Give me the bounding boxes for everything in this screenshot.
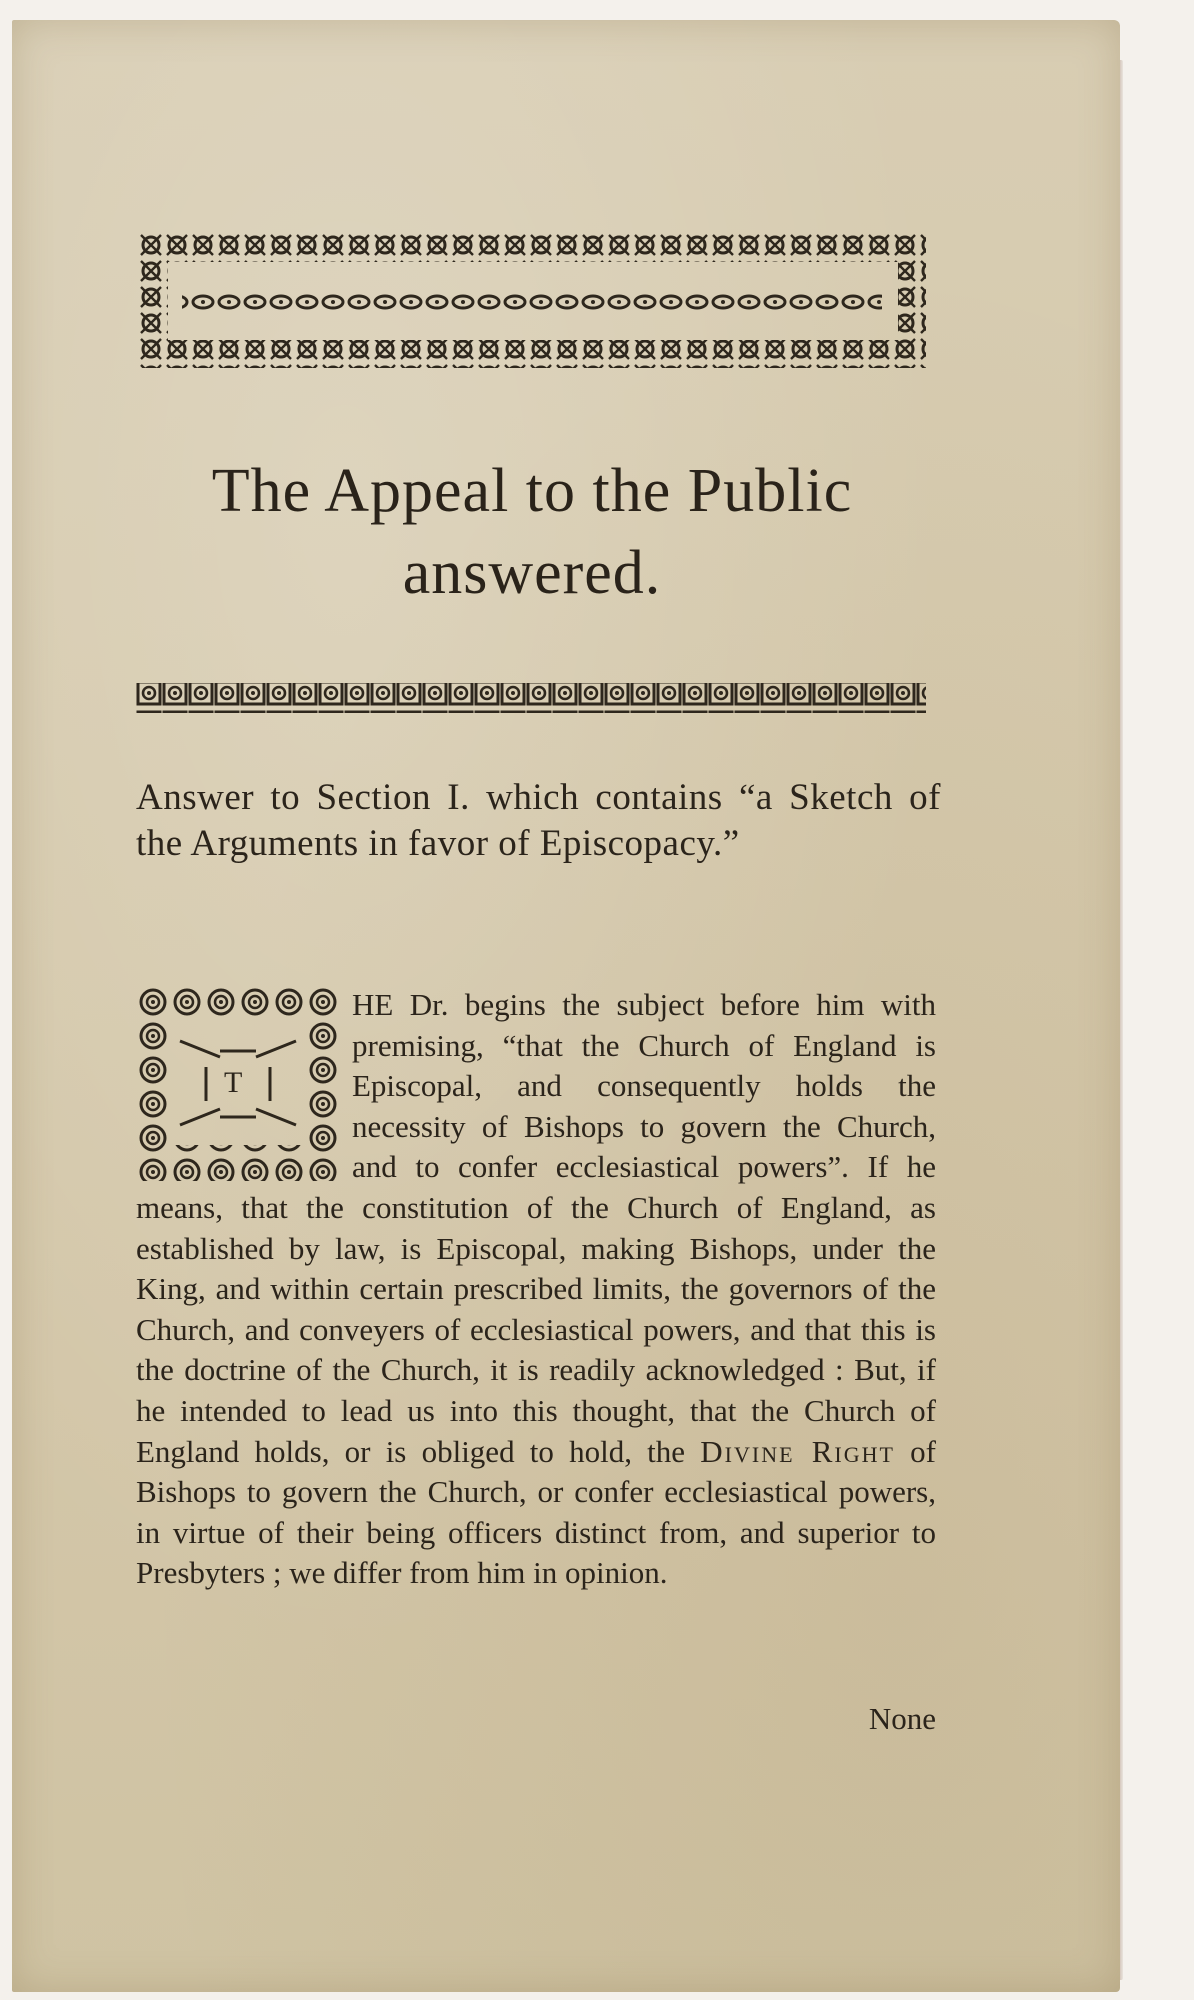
section-heading: Answer to Section I. which contains “a Sketch of the Arguments in favor of Episcopacy.” <box>136 777 941 864</box>
ornamental-headpiece <box>138 232 928 372</box>
drop-cap-letter: T <box>224 1066 243 1099</box>
catchword: None <box>868 1701 936 1736</box>
title-line-1: The Appeal to the Public <box>211 457 853 525</box>
body-paragraph <box>136 985 936 1594</box>
document-title <box>112 450 952 614</box>
ornamental-drop-cap <box>136 985 346 1185</box>
body-text-part-1: HE Dr. begins the subject before him with premising, “that the Church of England is Episcopal, and consequently holds the necessity of Bishops to govern the Church, and to confer ecclesiastical powers”. If he means, that the constitution of the Church of England, as established by law, is Episcopal, making Bishops, under the King, and within certain prescribed limits, the governors of the Church, and conveyers of ecclesiastical powers, and that this is the doctrine of the Church, it is readily acknowledged : But, if he intended to lead us into this thought, that the Church of England holds, or is obliged to hold, the <box>136 987 936 1469</box>
body-text-small-caps: Divine Right <box>700 1433 895 1469</box>
ornamental-rule <box>136 678 926 718</box>
document-page <box>12 20 1120 1992</box>
body-text-part-2: of Bishops to govern the Church, or confer ecclesiastical powers, in virtue of their being officers distinct from, and superior to Presbyters ; we differ from him in opinion. <box>136 1433 936 1591</box>
title-line-2: answered. <box>402 539 662 607</box>
